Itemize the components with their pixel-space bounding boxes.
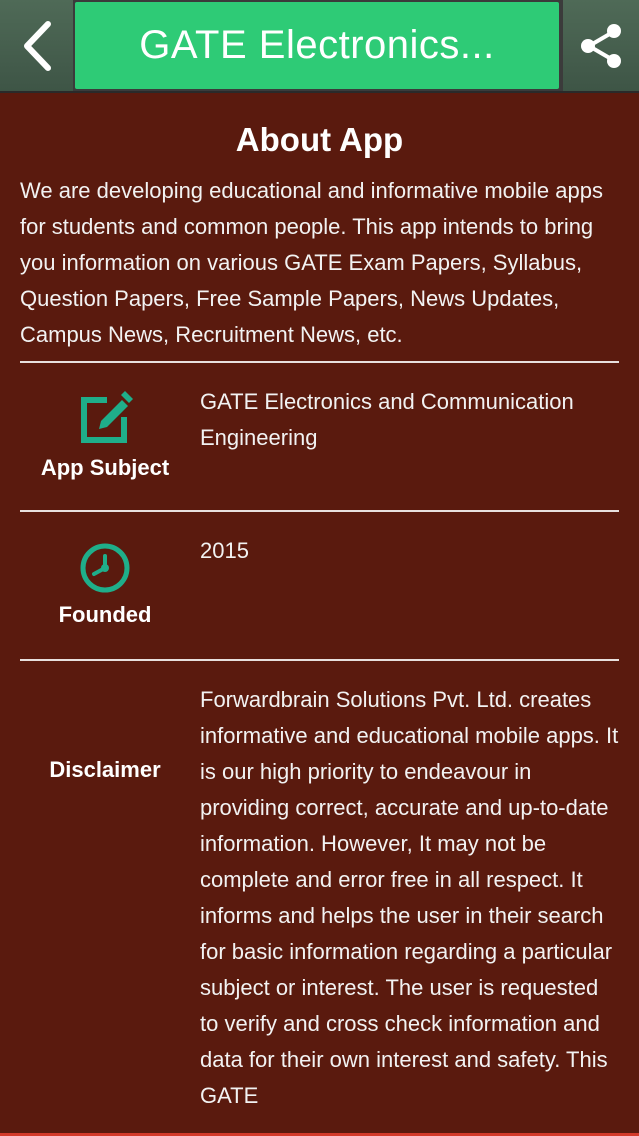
info-value: 2015 [200, 538, 249, 563]
page-title: About App [235, 121, 404, 158]
info-row-founded [20, 512, 619, 659]
app-title: GATE Electronics... [139, 23, 495, 67]
info-row-label-area [20, 661, 190, 1114]
about-description: We are developing educational and informative mobile apps for students and common people. This app intends to bring you information on various GATE Exam Papers, Syllabus, Question Papers, Free Sample Papers, News Updates, Campus News, Recruitment News, etc. [20, 178, 603, 347]
info-value: GATE Electronics and Communication Engineering [200, 389, 574, 450]
info-label: App Subject [40, 455, 170, 480]
share-icon [577, 22, 625, 70]
info-row-label-area [20, 363, 190, 510]
back-arrow-icon [22, 20, 52, 72]
info-label: Founded [58, 602, 152, 627]
title-bar [75, 2, 559, 89]
edit-icon [77, 391, 133, 447]
info-row-label-area [20, 512, 190, 659]
app-bar [0, 0, 639, 93]
info-row-subject [20, 363, 619, 510]
info-value: Forwardbrain Solutions Pvt. Ltd. creates informative and educational mobile apps. It is our high priority to endeavour in providing correct, accurate and up-to-date information. However, It may not be complete and error free in all respect. It informs and helps the user in their search for basic information regarding a particular subject or interest. The user is requested to verify and cross check information and data for their own interest and safety. This GATE [200, 687, 619, 1108]
content-area[interactable] [0, 93, 639, 1133]
clock-icon [79, 542, 131, 594]
back-button[interactable] [0, 0, 73, 91]
info-label: Disclaimer [49, 757, 161, 782]
share-button[interactable] [563, 0, 639, 91]
info-row-disclaimer [20, 661, 619, 1114]
